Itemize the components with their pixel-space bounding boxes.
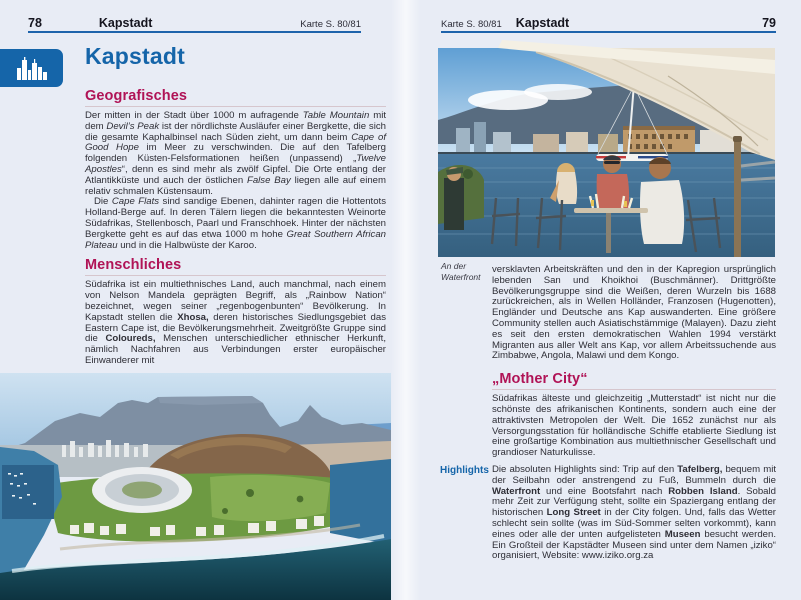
margin-label-highlights: Highlights: [440, 464, 489, 476]
section-heading-mother-city: „Mother City“: [492, 371, 776, 390]
running-head-left: [28, 16, 361, 30]
cape-town-aerial-photo: [0, 373, 391, 600]
page-number: 79: [762, 16, 776, 30]
chapter-tab: [0, 49, 63, 87]
paragraph: Südafrikas älteste und gleichzeitig „Mutterstadt“ ist nicht nur die schönste des afrikanischen Kontinents, sondern auch eine der attraktivsten Metropolen der Welt. Die 1652 zunächst nur als Versorgungsstation für holländische Schiffe etablierte Siedlung ist eine großartige Kombination aus multiethnischer Gesellschaft und grandioser Naturkulisse.: [492, 393, 776, 459]
header-rule: [441, 31, 776, 33]
left-text-column: [85, 88, 386, 368]
city-skyline-icon: [15, 56, 49, 80]
chapter-title: Kapstadt: [85, 43, 186, 69]
cape-town-aerial-illustration: [0, 373, 391, 600]
photo-caption: An der Waterfront: [441, 261, 481, 283]
map-reference: Karte S. 80/81: [300, 19, 361, 30]
waterfront-cafe-illustration: [438, 48, 775, 257]
paragraph: Südafrika ist ein multiethnisches Land, auch manchmal, nach einem von Nelson Mandela geprägten Begriff, als „Rainbow Nation“ bezeichnet, wegen seiner „regenbogenbunten“ Bevölkerung. In Kapstadt stellen die Xhosa, deren historisches Siedlungsgebiet das Eastern Cape ist, die Bevölkerungsmehrheit. Zweitgrößte Gruppe sind die Coloureds, Menschen unterschiedlicher ethnischer Herkunft, nämlich Nachfahren aus Verbindungen erster europäischer Einwanderer mit: [85, 279, 387, 366]
page-number: 78: [28, 16, 42, 30]
paragraph: Die Cape Flats sind sandige Ebenen, dahinter ragen die Hottentots Holland-Berge auf. In deren Tälern liegen die bekanntesten Weinorte Südafrikas, Stellenbosch, Paarl und Franschhoek. Hinter der nächsten Bergkette geht es auf das etwa 1000 m hohe Great Southern African Plateau und in die Halbwüste der Karoo.: [85, 196, 386, 251]
paragraph: versklavten Arbeitskräften und den in der Kapregion ursprünglich lebenden San und Khoikhoi (Buschmänner). Drittgrößte Bevölkerungsgruppe sind die Weißen, deren Wurzeln bis 1688 zurückreichen, als in Wellen Holländer, Franzosen (Hugenotten), Engländer und Deutsche ans Kap auswanderten. Eine größere Community stellen auch Asiatischstämmige (Malayen). Dazu zieht es seit den ersten demokratischen Wahlen 1994 verstärkt Migranten aus aller Welt ans Kap, vor allem Arbeitssuchende aus Zimbabwe, Angola, Malawi und dem Kongo.: [492, 264, 776, 362]
paragraph: Der mitten in der Stadt über 1000 m aufragende Table Mountain mit dem Devil’s Peak ist der nördlichste Ausläufer einer Bergkette, die sich die gesamte Kaphalbinsel nach Süden zieht, um dann beim Cape of Good Hope im Meer zu verschwinden. Die auf den Tafelberg folgenden Küsten-Felsformationen heißen (unpassend) „Twelve Apostles“, denn es sind mehr als zwölf Gipfel. Die Orte entlang der Atlantikküste und auch der östlichen False Bay liegen alle auf einem relativ schmalen Küstensaum.: [85, 110, 386, 197]
running-head-title: Kapstadt: [98, 16, 153, 30]
waterfront-cafe-photo: [438, 48, 775, 257]
section-heading-geografisches: Geografisches: [85, 88, 386, 107]
page-gutter: [391, 0, 421, 600]
running-head-title: Kapstadt: [515, 16, 570, 30]
header-rule: [28, 31, 361, 33]
paragraph: Die absoluten Highlights sind: Trip auf den Tafelberg, bequem mit der Seilbahn oder anstrengend zu Fuß, Bummeln durch die Waterfront und eine Bootsfahrt nach Robben Island. Sobald mehr Zeit zur Verfügung steht, sollte ein Spaziergang entlang der historischen Long Street in der City folgen. Und, falls das Wetter schlecht sein sollte (was im Süd-Sommer selten vorkommt), kann eines oder alle der unten aufgelisteten Museen besucht werden. Ein Großteil der Kapstädter Museen sind unter dem Namen „iziko“ organisiert, Website: www.iziko.org.za: [492, 463, 776, 562]
cape-town-stadium: [92, 467, 192, 513]
map-reference: Karte S. 80/81: [441, 19, 502, 30]
section-heading-menschliches: Menschliches: [85, 257, 386, 276]
running-head-right: [441, 16, 776, 30]
